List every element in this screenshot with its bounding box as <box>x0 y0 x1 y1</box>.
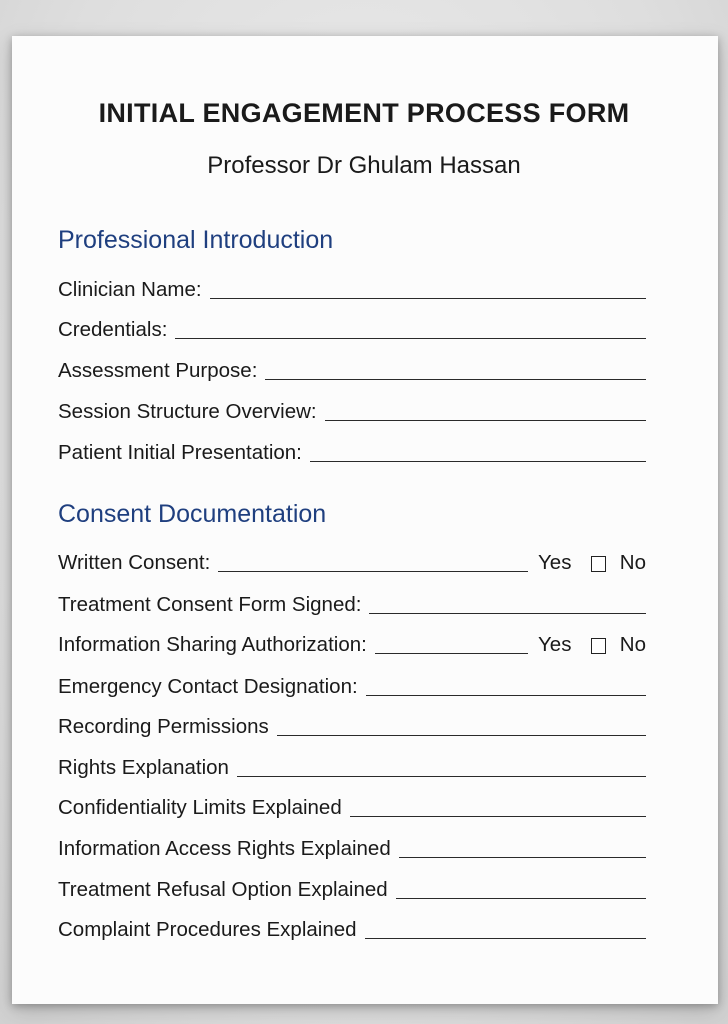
checkbox-no[interactable] <box>591 556 605 572</box>
field-complaint-procedures-explained <box>58 914 646 944</box>
fill-in-line[interactable] <box>375 653 528 654</box>
form-subtitle: Professor Dr Ghulam Hassan <box>207 152 521 179</box>
field-treatment-refusal-option-explained <box>58 874 646 904</box>
field-label: Patient Initial Presentation: <box>58 440 302 464</box>
field-label: Emergency Contact Designation: <box>58 674 358 698</box>
field-clinician-name <box>58 274 646 304</box>
fill-in-line[interactable] <box>277 735 646 736</box>
field-label: Credentials: <box>58 317 168 341</box>
section-heading-consent-documentation: Consent Documentation <box>58 500 327 528</box>
field-label: Assessment Purpose: <box>58 358 258 382</box>
field-session-structure-overview <box>58 396 646 426</box>
fill-in-line[interactable] <box>369 613 646 614</box>
field-label: Written Consent: <box>58 550 211 574</box>
fill-in-line[interactable] <box>325 420 646 421</box>
fill-in-line[interactable] <box>265 379 646 380</box>
fill-in-line[interactable] <box>210 298 646 299</box>
fill-in-line[interactable] <box>175 338 646 339</box>
field-treatment-consent-form-signed <box>58 589 646 619</box>
field-rights-explanation <box>58 752 646 782</box>
fill-in-line[interactable] <box>365 938 646 939</box>
field-label: Complaint Procedures Explained <box>58 917 357 941</box>
fill-in-line[interactable] <box>310 461 646 462</box>
field-label: Session Structure Overview: <box>58 399 317 423</box>
field-patient-initial-presentation <box>58 437 646 467</box>
checkbox-no[interactable] <box>591 638 605 654</box>
fill-in-line[interactable] <box>396 898 646 899</box>
field-credentials <box>58 314 646 344</box>
fill-in-line[interactable] <box>350 816 646 817</box>
field-emergency-contact-designation <box>58 671 646 701</box>
field-label: Treatment Refusal Option Explained <box>58 877 388 901</box>
field-written-consent <box>58 547 646 577</box>
option-yes-label: Yes <box>538 632 572 656</box>
field-assessment-purpose <box>58 355 646 385</box>
section-heading-professional-introduction: Professional Introduction <box>58 226 334 254</box>
field-label: Clinician Name: <box>58 277 202 301</box>
fill-in-line[interactable] <box>399 857 646 858</box>
field-label: Confidentiality Limits Explained <box>58 795 342 819</box>
option-no-label: No <box>619 550 646 574</box>
option-yes-label: Yes <box>538 550 572 574</box>
field-confidentiality-limits-explained <box>58 792 646 822</box>
field-label: Rights Explanation <box>58 755 229 779</box>
field-recording-permissions <box>58 711 646 741</box>
field-label: Treatment Consent Form Signed: <box>58 592 362 616</box>
field-label: Information Sharing Authorization: <box>58 632 367 656</box>
field-information-sharing-authorization <box>58 629 646 659</box>
field-label: Recording Permissions <box>58 714 269 738</box>
field-label: Information Access Rights Explained <box>58 836 391 860</box>
fill-in-line[interactable] <box>237 776 646 777</box>
form-title: INITIAL ENGAGEMENT PROCESS FORM <box>98 98 630 128</box>
field-information-access-rights-explained <box>58 833 646 863</box>
fill-in-line[interactable] <box>218 571 528 572</box>
fill-in-line[interactable] <box>366 695 646 696</box>
option-no-label: No <box>619 632 646 656</box>
